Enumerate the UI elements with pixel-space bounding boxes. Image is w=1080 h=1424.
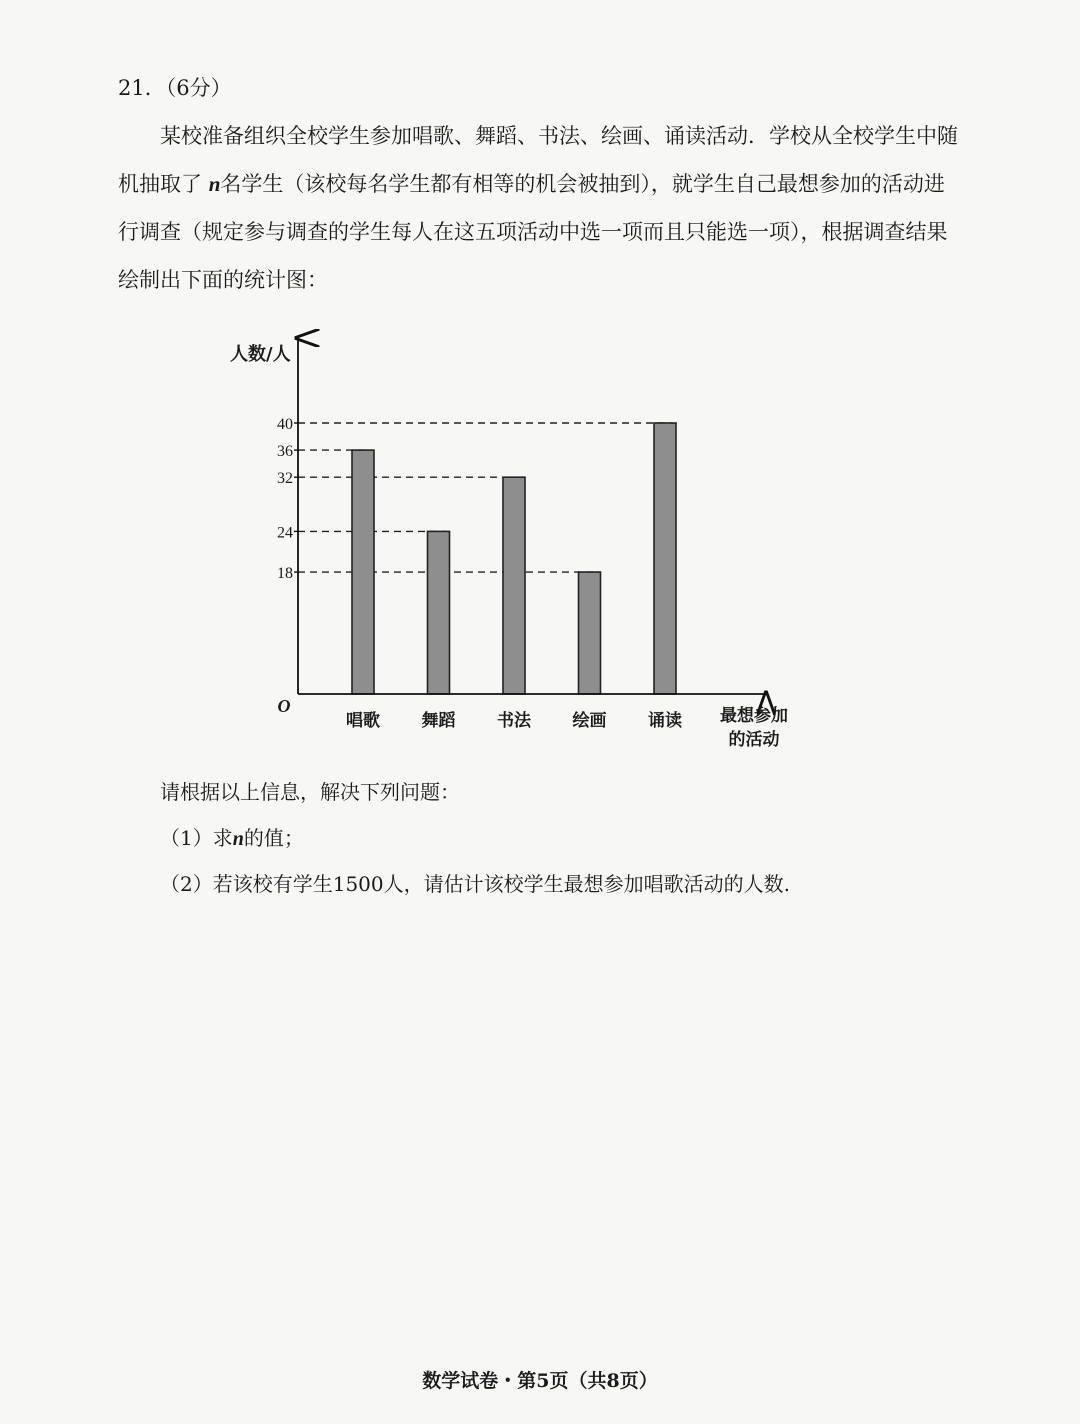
sub-question-1: （1）求n的值；: [160, 826, 304, 850]
y-tick-label: 24: [277, 524, 293, 542]
prompt-text: 请根据以上信息，解决下列问题：: [160, 780, 460, 804]
bar-唱歌: [352, 450, 374, 694]
y-axis-label: 人数/人: [230, 344, 291, 365]
y-tick-label: 40: [277, 416, 293, 433]
intro-line-2: 机抽取了 n名学生（该校每名学生都有相等的机会被抽到），就学生自己最想参加的活动进: [118, 172, 945, 196]
bar-书法: [503, 477, 525, 694]
variable-n: n: [232, 828, 244, 850]
x-tick-label: 书法: [497, 711, 531, 731]
y-tick-label: 32: [277, 470, 293, 488]
sub-question-2: （2）若该校有学生1500人，请估计该校学生最想参加唱歌活动的人数.: [160, 872, 790, 896]
intro-line-3: 行调查（规定参与调查的学生每人在这五项活动中选一项而且只能选一项），根据调查结果: [118, 220, 948, 244]
x-tick-label: 唱歌: [346, 711, 380, 731]
origin-label: O: [277, 696, 291, 716]
bar-舞蹈: [428, 531, 450, 694]
x-axis-label-line1: 最想参加: [720, 706, 788, 726]
bar-诵读: [654, 423, 676, 694]
x-tick-label: 诵读: [648, 711, 682, 731]
x-axis-label-line2: 的活动: [728, 730, 780, 750]
intro-line-4: 绘制出下面的统计图：: [118, 268, 328, 292]
page-footer: 数学试卷・第5页（共8页）: [422, 1370, 658, 1392]
x-tick-label: 舞蹈: [421, 711, 456, 731]
intro-line-1: 某校准备组织全校学生参加唱歌、舞蹈、书法、绘画、诵读活动．学校从全校学生中随: [160, 124, 958, 148]
y-tick-label: 18: [277, 565, 293, 583]
y-tick-label: 36: [277, 443, 293, 461]
bar-绘画: [579, 572, 601, 694]
variable-n: n: [208, 172, 221, 196]
x-tick-label: 绘画: [572, 711, 607, 731]
question-number: 21．（6分）: [118, 76, 232, 100]
